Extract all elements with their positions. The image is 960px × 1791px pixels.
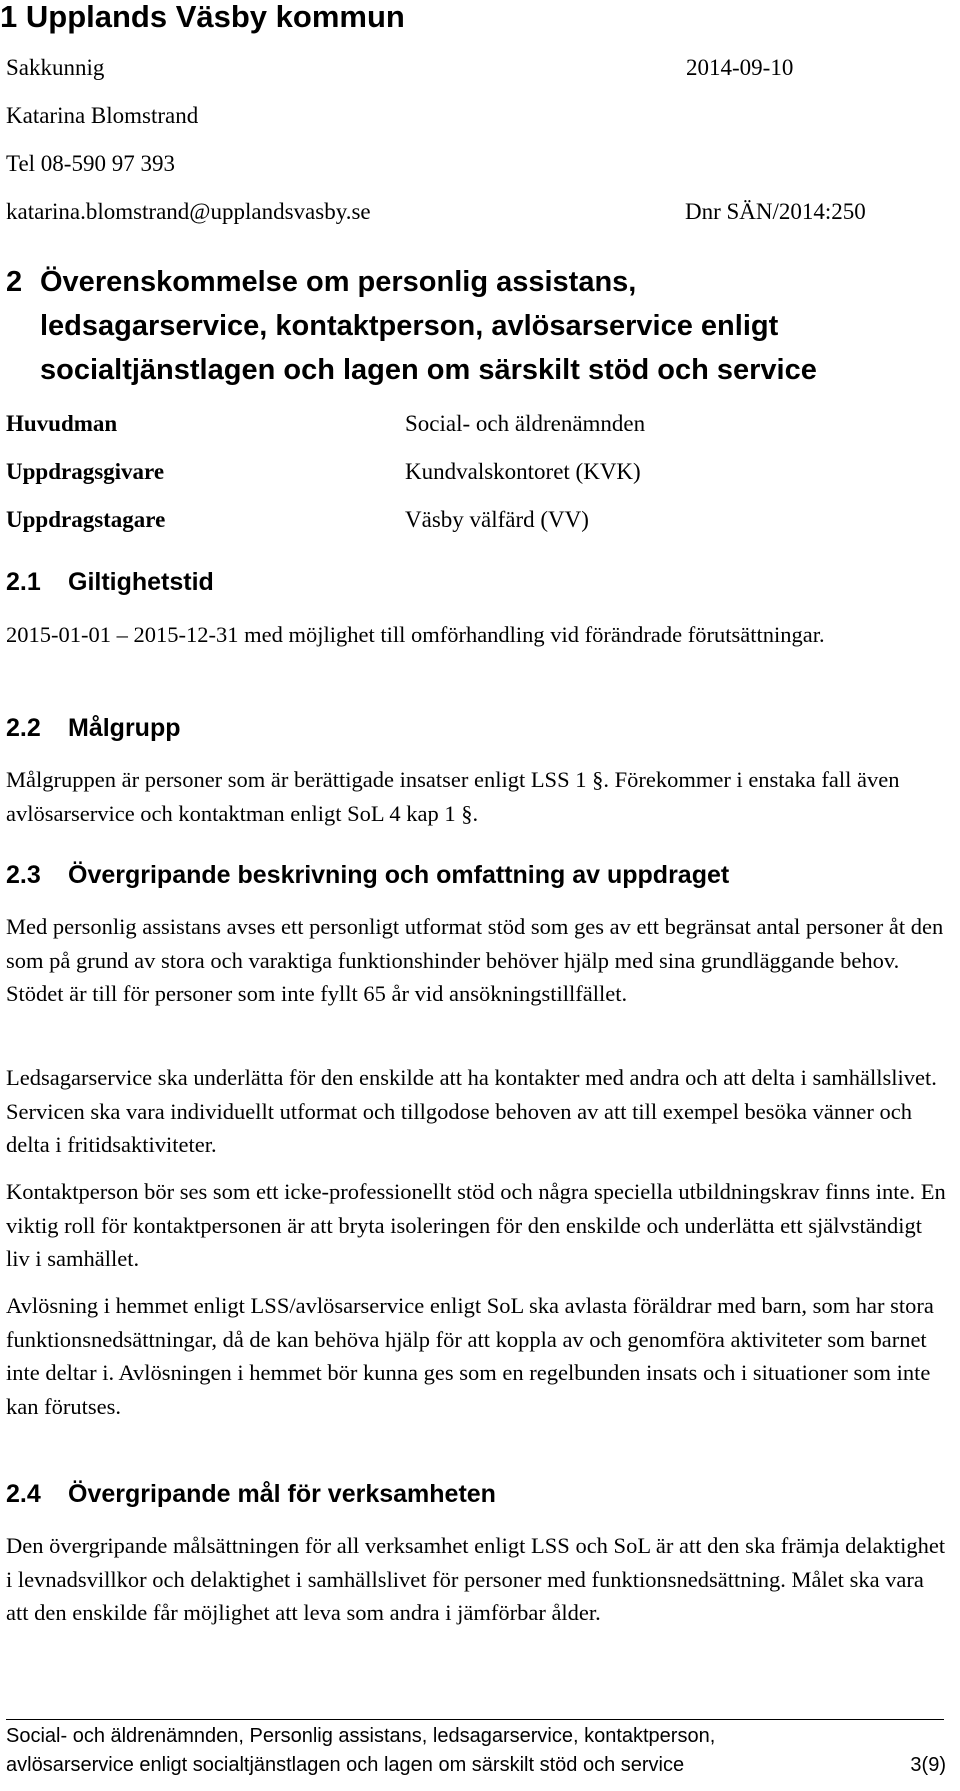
section-title: Övergripande mål för verksamheten [68,1480,496,1508]
section-heading-goals [6,1479,496,1509]
section-number: 2.1 [6,568,41,596]
section-number: 2.3 [6,861,41,889]
agreement-heading [6,260,946,392]
contact-email: katarina.blomstrand@upplandsvasby.se [6,199,371,224]
agreement-title-line-2: ledsagarservice, kontaktperson, avlösarservice enligt [40,310,779,342]
contact-date: 2014-09-10 [686,55,794,80]
section-title: Målgrupp [68,714,181,742]
party-value-client: Kundvalskontoret (KVK) [405,459,641,484]
section-number: 2.4 [6,1480,41,1508]
contact-name: Katarina Blomstrand [6,103,199,128]
party-value-principal: Social- och äldrenämnden [405,411,646,436]
section-heading-validity [6,567,214,597]
heading-number: 1 [0,0,18,34]
heading-title: Upplands Väsby kommun [25,0,405,34]
party-value-contractor: Väsby välfärd (VV) [405,507,589,532]
section-title: Giltighetstid [68,568,214,596]
party-label-client: Uppdragsgivare [6,459,165,484]
contact-role: Sakkunnig [6,55,105,80]
agreement-title-line-3: socialtjänstlagen och lagen om särskilt stöd och service [40,354,817,386]
section-title: Övergripande beskrivning och omfattning av uppdraget [68,861,730,889]
description-paragraph-respite: Avlösning i hemmet enligt LSS/avlösarservice enligt SoL ska avlasta föräldrar med barn, som har stora funktionsnedsättningar, då de kan behöva hjälp för att koppla av och genomföra aktiviteter som barnet inte deltar i. Avlösningen i hemmet bör kunna ges som en regelbunden insats och i situationer som inte kan förutses. [6,1293,934,1419]
target-group-paragraph: Målgruppen är personer som är berättigade insatser enligt LSS 1 §. Förekommer i enstaka fall även avlösarservice och kontaktman enligt SoL 4 kap 1 §. [6,767,900,826]
footer-line-1: Social- och äldrenämnden, Personlig assistans, ledsagarservice, kontaktperson, [6,1725,716,1747]
section-heading-target-group [6,713,181,743]
description-paragraph-escort-service: Ledsagarservice ska underlätta för den enskilde att ha kontakter med andra och att delta i samhällslivet. Servicen ska vara individuellt utformat och tillgodose behoven av att till exempel besöka vänner och delta i fritidsaktiviteter. [6,1065,937,1157]
party-label-principal: Huvudman [6,411,118,436]
footer-line-2-row [6,1751,946,1780]
page-number: 3(9) [910,1754,946,1776]
agreement-title-line-1: Överenskommelse om personlig assistans, [40,266,637,298]
description-paragraph-contact-person: Kontaktperson bör ses som ett icke-professionellt stöd och några speciella utbildningskrav finns inte. En viktig roll för kontaktpersonen är att bryta isoleringen för den enskilde och underlätta ett självständigt liv i samhället. [6,1179,946,1271]
document-reference-number: Dnr SÄN/2014:250 [685,199,866,224]
contact-phone: Tel 08-590 97 393 [6,151,175,176]
footer-line-2: avlösarservice enligt socialtjänstlagen och lagen om särskilt stöd och service [6,1754,685,1776]
section-heading-description [6,860,729,890]
page-footer [6,1722,946,1780]
validity-paragraph: 2015-01-01 – 2015-12-31 med möjlighet till omförhandling vid förändrade förutsättningar. [6,622,825,647]
goals-paragraph: Den övergripande målsättningen för all verksamhet enligt LSS och SoL är att den ska främja delaktighet i levnadsvillkor och delaktighet i samhällslivet för personer med funktionsnedsättning. Målet ska vara att den enskilde får möjlighet att leva som andra i jämförbar ålder. [6,1533,946,1625]
agreement-number: 2 [6,266,23,298]
section-number: 2.2 [6,714,41,742]
document-heading [0,0,405,34]
footer-divider [6,1719,944,1720]
description-paragraph-personal-assistance: Med personlig assistans avses ett personligt utformat stöd som ges av ett begränsat antal personer åt den som på grund av stora och varaktiga funktionshinder behöver hjälp med sina grundläggande behov. Stödet är till för personer som inte fyllt 65 år vid ansökningstillfället. [6,914,944,1006]
party-label-contractor: Uppdragstagare [6,507,166,532]
